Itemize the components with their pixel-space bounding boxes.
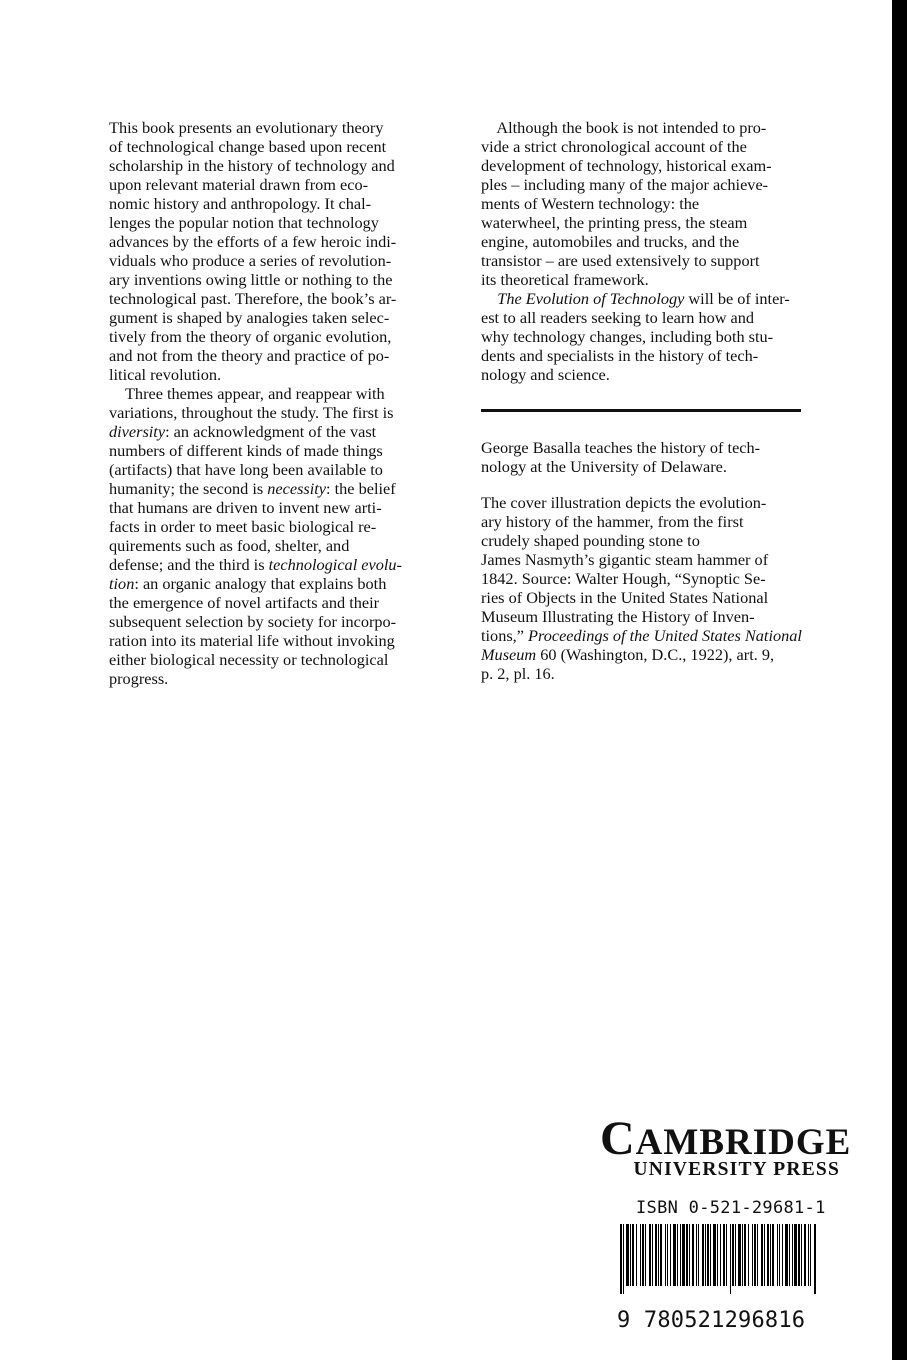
barcode-bar <box>696 1224 697 1286</box>
barcode-bar <box>620 1224 622 1294</box>
barcode <box>620 1224 820 1300</box>
barcode-bar <box>810 1224 811 1286</box>
barcode-bar <box>792 1224 793 1286</box>
text-line: (artifacts) that have long been available to <box>109 460 383 479</box>
barcode-bar <box>645 1224 646 1286</box>
barcode-bar <box>689 1224 690 1286</box>
text-line: humanity; the second is necessity: the belief <box>109 479 396 498</box>
barcode-bar <box>713 1224 716 1286</box>
barcode-bar <box>649 1224 651 1286</box>
barcode-bar <box>738 1224 741 1286</box>
author-note-line: nology at the University of Delaware. <box>481 457 727 476</box>
cover-note-line: The cover illustration depicts the evolution- <box>481 493 767 512</box>
cover-note-line: p. 2, pl. 16. <box>481 664 555 683</box>
text-line: diversity: an acknowledgment of the vast <box>109 422 377 441</box>
barcode-bar <box>770 1224 771 1286</box>
text-line: litical revolution. <box>109 365 222 384</box>
text-line: variations, throughout the study. The first is <box>109 403 394 422</box>
barcode-bar <box>785 1224 788 1286</box>
barcode-bar <box>698 1224 699 1286</box>
text-line: its theoretical framework. <box>481 270 649 289</box>
text-line: gument is shaped by analogies taken selec- <box>109 308 390 327</box>
publisher-name <box>600 1112 852 1165</box>
barcode-bars <box>620 1224 816 1294</box>
barcode-bar <box>652 1224 653 1286</box>
text-line: why technology changes, including both stu- <box>481 327 774 346</box>
barcode-bar <box>723 1224 725 1286</box>
text-line: tively from the theory of organic evolution, <box>109 327 392 346</box>
text-line: waterwheel, the printing press, the steam <box>481 213 748 232</box>
barcode-bar <box>808 1224 809 1286</box>
text-line: Three themes appear, and reappear with <box>109 384 385 403</box>
barcode-bar <box>670 1224 671 1286</box>
section-divider <box>481 409 801 412</box>
text-line: transistor – are used extensively to support <box>481 251 760 270</box>
barcode-bar <box>735 1224 736 1286</box>
text-line: and not from the theory and practice of po- <box>109 346 390 365</box>
barcode-bar <box>642 1224 644 1286</box>
barcode-bar <box>710 1224 711 1286</box>
barcode-bar <box>798 1224 800 1286</box>
barcode-right-group: 296816 <box>724 1308 806 1333</box>
text-line: ration into its material life without invoking <box>109 631 395 650</box>
barcode-bar <box>767 1224 769 1286</box>
text-line: either biological necessity or technological <box>109 650 389 669</box>
barcode-bar <box>705 1224 706 1286</box>
barcode-bar <box>673 1224 676 1286</box>
cover-note-line: 1842. Source: Walter Hough, “Synoptic Se- <box>481 569 766 588</box>
barcode-bar <box>660 1224 662 1286</box>
text-line: lenges the popular notion that technology <box>109 213 379 232</box>
barcode-bar <box>772 1224 774 1286</box>
barcode-bar <box>732 1224 734 1286</box>
barcode-bar <box>702 1224 704 1286</box>
cover-note-line: ries of Objects in the United States National <box>481 588 769 607</box>
text-line: This book presents an evolutionary theory <box>109 118 384 137</box>
text-line: defense; and the third is technological evolu- <box>109 555 402 574</box>
barcode-bar <box>655 1224 657 1286</box>
text-line: development of technology, historical exam- <box>481 156 772 175</box>
text-line: upon relevant material drawn from eco- <box>109 175 369 194</box>
barcode-bar <box>748 1224 749 1286</box>
barcode-bar <box>764 1224 765 1286</box>
barcode-bar <box>692 1224 694 1286</box>
barcode-bar <box>742 1224 743 1286</box>
text-line: subsequent selection by society for incorpo- <box>109 612 397 631</box>
barcode-bar <box>623 1224 624 1294</box>
text-line: quirements such as food, shelter, and <box>109 536 350 555</box>
barcode-bar <box>754 1224 756 1286</box>
barcode-bar <box>782 1224 783 1286</box>
text-line: ments of Western technology: the <box>481 194 700 213</box>
barcode-bar <box>730 1224 731 1294</box>
barcode-bar <box>777 1224 778 1286</box>
publisher-initial: C <box>600 1112 636 1165</box>
barcode-bar <box>667 1224 668 1286</box>
cover-note-line: Museum 60 (Washington, D.C., 1922), art. 9, <box>481 645 775 664</box>
barcode-bar <box>804 1224 806 1286</box>
barcode-digits <box>617 1308 805 1333</box>
cover-note-line: tions,” Proceedings of the United States National <box>481 626 802 645</box>
barcode-bar <box>761 1224 763 1286</box>
text-line: numbers of different kinds of made things <box>109 441 383 460</box>
text-line: dents and specialists in the history of tech- <box>481 346 759 365</box>
text-line: tion: an organic analogy that explains both <box>109 574 387 593</box>
text-line: nology and science. <box>481 365 610 384</box>
barcode-first-digit: 9 <box>617 1308 631 1333</box>
barcode-bar <box>779 1224 780 1286</box>
page-edge-dark-strip <box>892 0 907 1360</box>
author-note-line: George Basalla teaches the history of tech- <box>481 438 761 457</box>
barcode-bar <box>665 1224 666 1286</box>
text-line: vide a strict chronological account of the <box>481 137 747 156</box>
text-line: est to all readers seeking to learn how and <box>481 308 755 327</box>
barcode-bar <box>677 1224 678 1286</box>
barcode-bar <box>658 1224 659 1286</box>
text-line: ary inventions owing little or nothing to the <box>109 270 393 289</box>
text-line: ples – including many of the major achieve- <box>481 175 769 194</box>
text-line: that humans are driven to invent new arti- <box>109 498 382 517</box>
barcode-bar <box>794 1224 797 1286</box>
text-line: technological past. Therefore, the book’s ar- <box>109 289 397 308</box>
barcode-bar <box>720 1224 721 1286</box>
text-line: engine, automobiles and trucks, and the <box>481 232 740 251</box>
cover-note-line: crudely shaped pounding stone to <box>481 531 700 550</box>
publisher-subline: UNIVERSITY PRESS <box>633 1159 840 1180</box>
barcode-bar <box>636 1224 637 1286</box>
barcode-bar <box>680 1224 681 1286</box>
text-line: progress. <box>109 669 169 688</box>
barcode-bar <box>632 1224 634 1286</box>
barcode-bar <box>814 1224 816 1294</box>
text-line: Although the book is not intended to pro- <box>481 118 767 137</box>
barcode-bar <box>640 1224 641 1286</box>
barcode-bar <box>686 1224 688 1286</box>
text-line: scholarship in the history of technology and <box>109 156 395 175</box>
cover-note-line: ary history of the hammer, from the first <box>481 512 744 531</box>
barcode-bar <box>682 1224 685 1286</box>
publisher-name-rest: AMBRIDGE <box>635 1122 852 1163</box>
barcode-bar <box>752 1224 753 1286</box>
barcode-bar <box>726 1224 727 1286</box>
cover-note-line: Museum Illustrating the History of Inven- <box>481 607 755 626</box>
barcode-bar <box>789 1224 790 1286</box>
text-line: advances by the efforts of a few heroic indi- <box>109 232 397 251</box>
text-line: viduals who produce a series of revolution- <box>109 251 392 270</box>
text-line: nomic history and anthropology. It chal- <box>109 194 372 213</box>
barcode-bar <box>626 1224 629 1286</box>
barcode-bar <box>630 1224 631 1286</box>
isbn-number: ISBN 0-521-29681-1 <box>636 1198 826 1218</box>
barcode-bar <box>744 1224 746 1286</box>
barcode-bar <box>801 1224 802 1286</box>
text-line: of technological change based upon recent <box>109 137 387 156</box>
barcode-bar <box>707 1224 709 1286</box>
text-line: the emergence of novel artifacts and their <box>109 593 380 612</box>
text-line: The Evolution of Technology will be of inter- <box>497 289 790 308</box>
barcode-left-group: 780521 <box>643 1308 725 1333</box>
text-line: facts in order to meet basic biological re- <box>109 517 377 536</box>
cover-note-line: James Nasmyth’s gigantic steam hammer of <box>481 550 769 569</box>
barcode-bar <box>757 1224 758 1286</box>
barcode-bar <box>717 1224 718 1286</box>
